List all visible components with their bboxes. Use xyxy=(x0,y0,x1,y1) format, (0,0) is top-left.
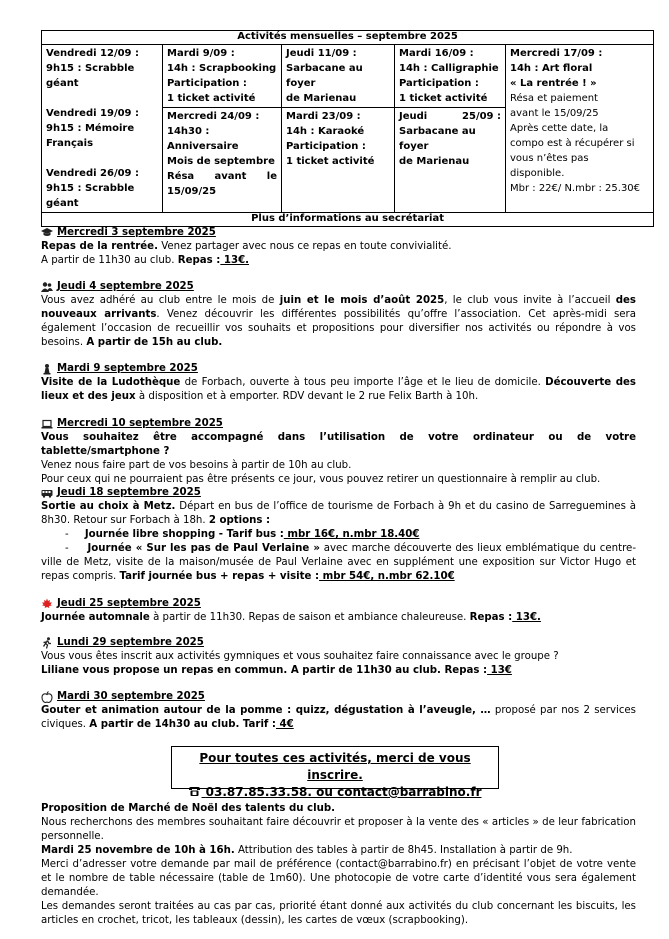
contact-heading: Pour toutes ces activités, merci de vous inscrire. xyxy=(199,751,471,782)
event-title: Mercredi 3 septembre 2025 xyxy=(57,227,216,238)
table-cell-jeudi-25: Jeudi 25/09 : Sarbacane au foyer de Marienau xyxy=(395,108,506,213)
event-jeudi-4: Jeudi 4 septembre 2025 Vous avez adhéré au club entre le mois de juin et le mois d’août 2025, le club vous invite à l’accueil des nouveaux arrivants. Venez découvrir les différentes possibilités qu’offre l’association. Cet après-midi sera également l’occasion de recueillir vos souhaits et propositions pour diversifier nos activités ou répondre à vos besoins. A partir de 15h au club. xyxy=(41,281,636,348)
graduation-cap-icon xyxy=(41,227,53,239)
contact-box xyxy=(171,746,499,799)
telephone-icon xyxy=(188,786,201,797)
contact-line[interactable]: 03.87.85.33.58. ou contact@barrabino.fr xyxy=(172,784,498,801)
table-cell-mardi-23: Mardi 23/09 : 14h : Karaoké Participation : 1 ticket activité xyxy=(282,108,395,213)
event-title: Mardi 30 septembre 2025 xyxy=(57,691,205,702)
option-verlaine: - Journée « Sur les pas de Paul Verlaine » avec marche découverte des lieux emblématique du centre-ville de Metz, visite de la maison/musée de Paul Verlaine avec en supplément une exposition sur Victor Hugo et repas compris. Tarif journée bus + repas + visite : mbr 54€, n.mbr 62.10€ xyxy=(41,543,637,582)
pawn-icon xyxy=(41,363,53,375)
event-title: Mardi 9 septembre 2025 xyxy=(57,363,198,374)
table-cell-mercredi-17: Mercredi 17/09 : 14h : Art floral « La rentrée ! » Résa et paiement avant le 15/09/25 Après cette date, la compo est à récupérer si vous n’êtes pas disponible. Mbr : 22€/ N.mbr : 25.30€ xyxy=(506,45,654,213)
table-cell-mardi-16: Mardi 16/09 : 14h : Calligraphie Participation : 1 ticket activité xyxy=(395,45,506,108)
option-shopping: - Journée libre shopping - Tarif bus : mbr 16€, n.mbr 18.40€ xyxy=(65,529,420,540)
table-col-friday: Vendredi 12/09 : 9h15 : Scrabble géant Vendredi 19/09 : 9h15 : Mémoire Français Vendredi 26/09 : 9h15 : Scrabble géant xyxy=(42,45,163,213)
apple-icon xyxy=(41,691,53,703)
event-mardi-30: Mardi 30 septembre 2025 Gouter et animation autour de la pomme : quizz, dégustation à l’aveugle, … proposé par nos 2 services civiques. A partir de 14h30 au club. Tarif : 4€ xyxy=(41,691,636,730)
section-title: Proposition de Marché de Noël des talents du club. xyxy=(41,803,335,814)
event-title: Jeudi 4 septembre 2025 xyxy=(57,281,194,292)
table-cell-jeudi-11: Jeudi 11/09 : Sarbacane au foyer de Marienau xyxy=(282,45,395,108)
event-jeudi-25: Jeudi 25 septembre 2025 Journée automnale à partir de 11h30. Repas de saison et ambiance chaleureuse. Repas : 13€. xyxy=(41,598,541,623)
event-lundi-29: Lundi 29 septembre 2025 Vous vous êtes inscrit aux activités gymniques et vous souhaitez faire connaissance avec le groupe ? Liliane vous propose un repas en commun. A partir de 11h30 au club. Repas : 13€ xyxy=(41,637,559,676)
runner-icon xyxy=(41,637,53,649)
table-footer: Plus d’informations au secrétariat xyxy=(42,213,654,227)
event-title: Mercredi 10 septembre 2025 xyxy=(57,418,223,429)
event-title: Jeudi 25 septembre 2025 xyxy=(57,598,201,609)
users-icon xyxy=(41,281,53,293)
bus-icon xyxy=(41,487,53,499)
event-title: Lundi 29 septembre 2025 xyxy=(57,637,204,648)
table-title: Activités mensuelles – septembre 2025 xyxy=(42,31,654,45)
event-title: Jeudi 18 septembre 2025 xyxy=(57,487,201,498)
maple-leaf-icon xyxy=(41,598,53,610)
event-mercredi-3: Mercredi 3 septembre 2025 Repas de la rentrée. Venez partager avec nous ce repas en toute convivialité. A partir de 11h30 au club. Repas : 13€. xyxy=(41,227,452,266)
activities-table xyxy=(41,30,654,227)
event-mardi-9: Mardi 9 septembre 2025 Visite de la Ludothèque de Forbach, ouverte à tous peu importe l’âge et le lieu de domicile. Découverte des lieux et des jeux à disposition et à emporter. RDV devant le 2 rue Felix Barth à 10h. xyxy=(41,363,636,402)
christmas-market-section: Proposition de Marché de Noël des talents du club. Nous recherchons des membres souhaitant faire découvrir et proposer à la vente des « articles » de leur fabrication personnelle. Mardi 25 novembre de 10h à 16h. Attribution des tables à partir de 8h45. Installation à partir de 9h. Merci d’adresser votre demande par mail de préférence (contact@barrabino.fr) en précisant l’objet de votre vente et le nombre de table nécessaire (table de 1m60). Une photocopie de votre carte d’identité vous sera également demandée. Les demandes seront traitées au cas par cas, priorité étant donné aux activités du club concernant les biscuits, les articles en crochet, tricot, les tableaux (dessin), les cartes de vœux (scrapbooking). xyxy=(41,803,636,926)
laptop-icon xyxy=(41,418,53,430)
table-cell-mardi-9: Mardi 9/09 : 14h : Scrapbooking Participation : 1 ticket activité xyxy=(163,45,282,108)
table-cell-mercredi-24: Mercredi 24/09 : 14h30 : Anniversaire Mois de septembre Résa avant le 15/09/25 xyxy=(163,108,282,213)
event-jeudi-18: Jeudi 18 septembre 2025 Sortie au choix à Metz. Départ en bus de l’office de tourisme de Forbach à 9h et du casino de Sarreguemines à 8h30. Retour sur Forbach à 18h. 2 options : - Journée libre shopping - Tarif bus : mbr 16€, n.mbr 18.40€ - Journée « Sur les pas de Paul Verlaine » avec marche découverte des lieux emblématique du centre-ville de Metz, visite de la maison/musée de Paul Verlaine avec en supplément une exposition sur Victor Hugo et repas compris. Tarif journée bus + repas + visite : mbr 54€, n.mbr 62.10€ xyxy=(41,487,637,582)
event-mercredi-10: Mercredi 10 septembre 2025 Vous souhaitez être accompagné dans l’utilisation de votre ordinateur ou de votre tablette/smartphone ? Venez nous faire part de vos besoins à partir de 10h au club. Pour ceux qui ne pourraient pas être présents ce jour, vous pouvez retirer un questionnaire à remplir au club. xyxy=(41,418,636,485)
